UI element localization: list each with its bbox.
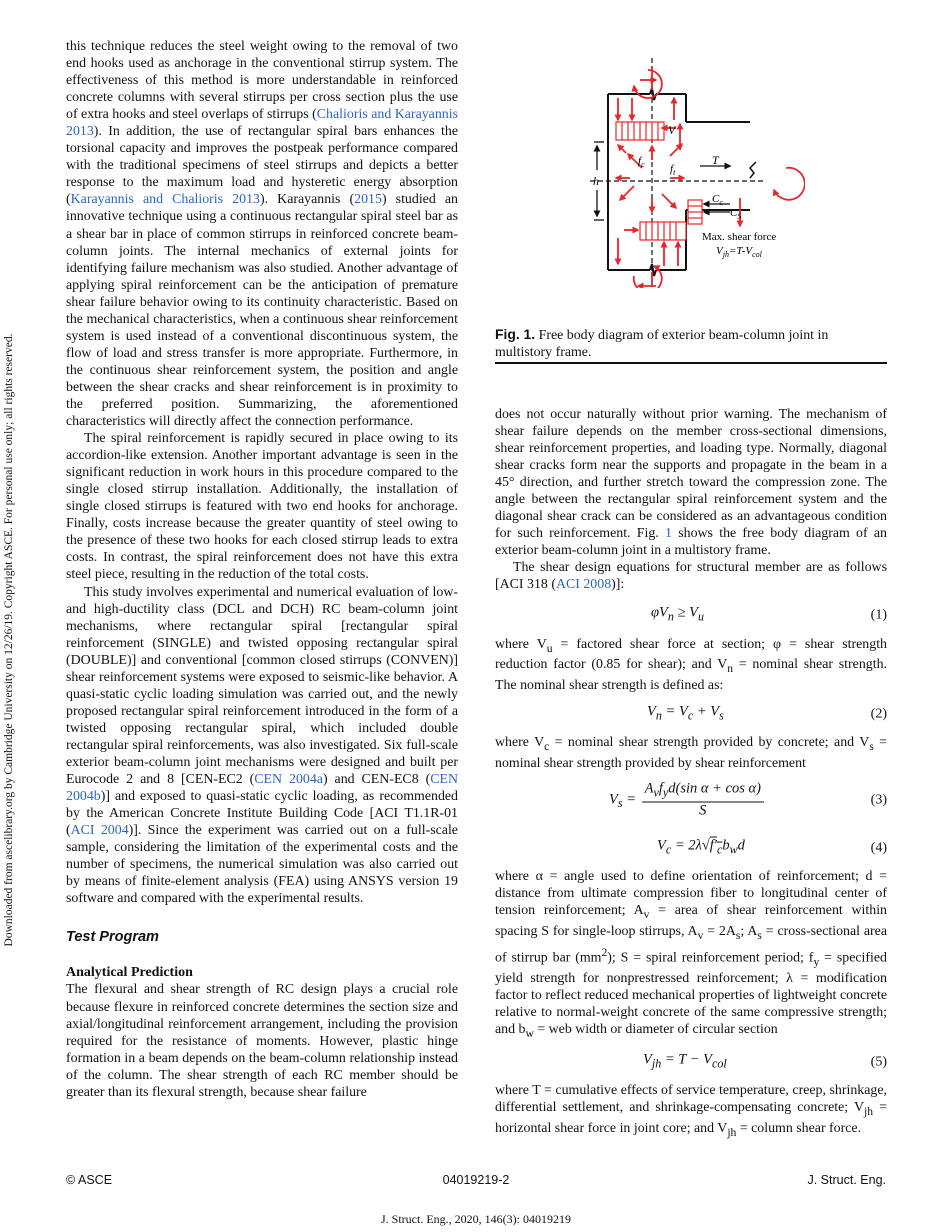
equation-3: $V_s$ = $\frac{A_vf_yd(\sin \alpha + \cos \alpha)}{S}$ (3) [609,780,887,819]
equation-1: $\varphi V_n \ge V_u$ (1) [651,604,887,623]
equation-number: (4) [870,840,887,856]
paragraph: where T = cumulative effects of service temperature, creep, shrinkage, differential settlement, and shrinkage-compensating concrete; $V_{jh}$ = horizontal shear force in joint core; and $V_{jh}$ = column shear force. [495,1083,887,1139]
citation-link[interactable]: CEN 2004b [66,772,459,805]
equation-number: (1) [870,606,887,622]
label-h: h [593,174,599,188]
paragraph: where $V_u$ = factored shear force at section; φ = shear strength reduction factor (0.85 for shear); and $V_n$ = nominal shear strength. The nominal shear strength is defined as: [495,636,888,694]
caption-label: Fig. 1. [495,326,536,342]
label-Cc: $C_c$ [712,193,723,207]
free-body-diagram-svg [590,58,805,288]
equation-4: $V_c = 2\lambda√f'_cb_wd$ (4) [657,837,887,857]
equation-5: $V_{jh} = T - V_{col}$ (5) [643,1051,887,1071]
label-Cs: $C_S$ [730,207,742,221]
footer-copyright: © ASCE [66,1173,113,1187]
label-max-shear: Max. shear force [702,231,777,243]
citation-line: J. Struct. Eng., 2020, 146(3): 04019219 [381,1212,571,1226]
section-heading: Test Program [66,929,159,946]
citation-link[interactable]: Karayannis and Chalioris 2013 [70,192,260,208]
free-body-diagram [590,58,805,288]
footer-page-id: 04019219-2 [442,1173,510,1187]
label-ft: $f_t$ [670,163,676,177]
equation-2: $V_n = V_c + V_s$ (2) [647,703,887,723]
label-V: V [668,123,676,137]
figure-link[interactable]: 1 [665,526,672,542]
citation-link[interactable]: ACI 2008 [555,577,612,593]
label-fc: $f_c$ [638,155,645,169]
caption-text: Free body diagram of exterior beam-column joint in multistory frame. [495,328,829,360]
footer-journal: J. Struct. Eng. [807,1173,886,1187]
paragraph: does not occur naturally without prior warning. The mechanism of shear failure depends on the member cross-sectional dimensions, shear reinforcement properties, and loading type. Normally, diagonal shear cracks form near the supports and propagate in the beam in a 45° direction, and further stretch toward the compression zone. The angle between the rectangular spiral reinforcement system and the diagonal shear crack can be considered as an advantageous condition for such reinforcement. Fig. 1 shows the free body diagram of an exterior beam-column joint in a multistory frame. [495,407,887,559]
paragraph: The flexural and shear strength of RC design plays a crucial role because flexure in reinforced concrete determines the section size and axial/longitudinal reinforcement arrangement, including the provision required for the resistance of moments. However, plastic hinge formation in a beam depends on the beam-column relationship instead of the column. The shear strength of each RC member should be greater than its flexural strength, because shear failure [66,982,458,1100]
caption-rule [495,362,887,364]
paragraph: where α = angle used to define orientation of reinforcement; d = distance from ultimate compression fiber to longitudinal center of tension reinforcement; $A_v$ = area of shear reinforcement within spacing S for single-loop stirrups, $A_v = 2A_s$; $A_s$ = cross-sectional area of stirrup bar $(mm^2)$; S = spiral reinforcement period; $f_y$ = specified yield strength for nonprestressed reinforcement; λ = modification factor to reflect reduced mechanical properties of lightweight concrete relative to normal-weight concrete of the same compressive strength; and $b_w$ = web width or diameter of circular section [495,869,887,1041]
paragraph: The shear design equations for structural member are as follows [ACI 318 (ACI 2008)]: [495,560,887,593]
beam-force-arrows [700,166,730,212]
citation-link[interactable]: Chalioris and Karayannis 2013 [66,107,458,140]
paragraph: This study involves experimental and numerical evaluation of low- and high-ductility class (DCL and DCH) RC beam-column joint mechanisms, where rectangular spiral [rectangular spiral reinforcement (SINGLE) and twisted opposing rectangular spiral (DOUBLE)] and conventional [common closed stirrups (CONVEN)] shear reinforcement systems were exposed to seismic-like behavior. A quasi-static cyclic loading simulation was carried out, and the newly proposed rectangular spiral reinforcement introduced in the form of a twisted opposing rectangular spiral, which included double rectangular spiral reinforcements, was also investigated. Six full-scale exterior beam-column joint mechanisms were designed and built per Eurocode 2 and 8 [CEN-EC2 (CEN 2004a) and CEN-EC8 (CEN 2004b)] and exposed to quasi-static cyclic loading, as recommended by the American Concrete Institute Building Code [ACI T1.1R-01 (ACI 2004)]. Since the experiment was carried out on a full-scale sample, considering the limitation of the experimental costs and the number of specimens, the numerical simulation was also carried out by means of finite-element analysis (FEA) using ANSYS version 19 software and compared with the experimental results. [66,584,459,907]
figure-caption [495,326,887,361]
equation-number: (2) [870,706,887,722]
paragraph: where $V_c$ = nominal shear strength provided by concrete; and $V_s$ = nominal shear strength provided by shear reinforcement [495,735,888,772]
paragraph: this technique reduces the steel weight owing to the removal of two end hooks used as anchorage in the conventional stirrup system. The effectiveness of this method is more understandable in reinforced concrete columns with several stirrups per cross section plus the use of extra hooks and steel overlaps of stirrups (Chalioris and Karayannis 2013). In addition, the use of rectangular spiral bars enhances the torsional capacity and improves the postpeak performance compared with the traditional specimens of steel stirrups and depicts a better response to the maximum load and hysteretic energy absorption (Karayannis and Chalioris 2013). Karayannis (2015) studied an innovative technique using a continuous rectangular spiral steel bar as a shear bar in place of common stirrups in reinforced concrete beam-column joints. The internal mechanics of external joints for identifying failure mechanism was also studied. Another advantage of applying spiral reinforcement can be the anticipation of premature shear failure behavior owing to its continuity characteristic. Based on the mechanical characteristics, when a continuous shear reinforcement system is used instead of a conventional discontinuous system, the flow of load and stress transfer is more appropriate. Furthermore, in the continuous shear reinforcement system, the position and angle between the shear cracks and shear reinforcement is in proximity to the preferred position. Summarizing, the aforementioned characteristics will directly affect the connection performance. [66,39,458,430]
citation-link[interactable]: CEN 2004a [254,772,323,788]
label-vjh: $V_{jh}=T-V_{col}$ [716,245,762,259]
paragraph: The spiral reinforcement is rapidly secured in place owing to its accordion-like extension. Another important advantage is seen in the significant reduction in work hours in this procedure compared to the single closed stirrup installation. Additionally, the installation of single closed stirrups is featured with two end hooks for anchorage. Finally, costs increase because the greater quantity of steel owing to the presence of these two hooks for each closed stirrup leads to extra costs. In contrast, the spiral reinforcement does not have this extra steel piece, resulting in the reduction of the total costs. [66,431,458,583]
citation-link[interactable]: 2015 [354,192,382,208]
download-watermark [2,290,16,990]
right-column [495,406,887,1141]
equation-number: (3) [870,792,887,808]
citation-link[interactable]: ACI 2004 [70,823,129,839]
force-arrows [616,66,805,288]
label-T: T [712,153,719,167]
left-column [66,38,458,1101]
download-note: Downloaded from ascelibrary.org by Cambridge University on 12/26/19. Copyright ASCE. For personal use only; all rights reserved. [3,333,15,947]
equation-number: (5) [870,1054,887,1070]
subsection-heading: Analytical Prediction [66,965,193,981]
